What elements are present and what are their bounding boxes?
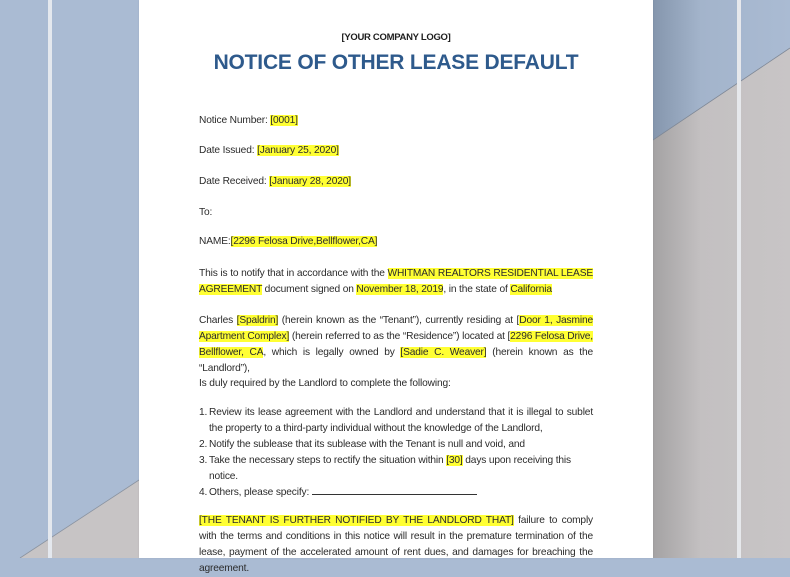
- requirement-intro: Is duly required by the Landlord to complete the following:: [199, 378, 451, 389]
- list-number: 3.: [199, 455, 208, 466]
- document-page: [139, 0, 653, 574]
- date-issued-value: [January 25, 2020]: [257, 145, 339, 156]
- document-title: NOTICE OF OTHER LEASE DEFAULT: [213, 51, 579, 74]
- name-field: [199, 234, 377, 250]
- company-logo-placeholder: [YOUR COMPANY LOGO]: [341, 32, 451, 43]
- notice-number-value: [0001]: [270, 115, 298, 126]
- paragraph-text: , which is legally owned by: [263, 347, 401, 358]
- date-received-label: Date Received:: [199, 176, 270, 187]
- paragraph-text: This is to notify that in accordance with the: [199, 268, 388, 279]
- date-received-value: [January 28, 2020]: [269, 176, 351, 187]
- signed-date-highlight: November 18, 2019: [356, 284, 444, 295]
- name-value: [2296 Felosa Drive,Bellflower,CA]: [230, 236, 378, 247]
- landlord-name-highlight: [Sadie C. Weaver]: [400, 347, 487, 358]
- date-issued-label: Date Issued:: [199, 145, 258, 156]
- agreement-paragraph: [199, 266, 593, 298]
- list-text: Others, please specify:: [209, 487, 312, 498]
- address-highlight: 2296 Felosa Drive, Bellflower, CA: [199, 331, 593, 358]
- further-notice-highlight: [THE TENANT IS FURTHER NOTIFIED BY THE LANDLORD THAT]: [199, 515, 514, 526]
- list-item: [199, 485, 593, 501]
- list-item: [199, 405, 593, 437]
- tenant-paragraph: [199, 313, 593, 377]
- to-label: To:: [199, 207, 213, 218]
- paragraph-text: (herein referred to as the “Residence”) located at [: [289, 331, 511, 342]
- list-text: Review its lease agreement with the Landlord and understand that it is illegal to sublet the property to a third-party individual without the knowledge of the Landlord,: [209, 407, 593, 434]
- requirements-list: [199, 405, 593, 501]
- list-text: days upon receiving this notice.: [209, 455, 571, 482]
- list-item: [199, 437, 593, 453]
- date-received-field: [199, 174, 351, 190]
- specify-blank-line: [312, 485, 477, 495]
- name-label: NAME:: [199, 236, 231, 247]
- date-issued-field: [199, 143, 339, 159]
- list-text: Notify the sublease that its sublease with the Tenant is null and void, and: [209, 439, 525, 450]
- days-highlight: [30]: [446, 455, 463, 466]
- residence-highlight: Door 1, Jasmine Apartment Complex]: [199, 315, 593, 342]
- agreement-name-highlight: WHITMAN REALTORS RESIDENTIAL LEASE AGREEMENT: [199, 268, 593, 295]
- list-number: 4.: [199, 487, 208, 498]
- paragraph-text: (herein known as the “Landlord”),: [199, 347, 593, 374]
- notice-number-label: Notice Number:: [199, 115, 271, 126]
- list-number: 1.: [199, 407, 208, 418]
- list-text: Take the necessary steps to rectify the situation within: [209, 455, 447, 466]
- list-item: [199, 453, 593, 485]
- paragraph-text: Charles: [199, 315, 237, 326]
- paragraph-text: (herein known as the “Tenant”), currently residing at [: [278, 315, 520, 326]
- paragraph-text: failure to comply with the terms and conditions in this notice will result in the premature termination of the lease, payment of the accelerated amount of rent dues, and damages for breaching the agreement.: [199, 515, 593, 574]
- paragraph-text: , in the state of: [443, 284, 511, 295]
- further-notice-paragraph: [199, 513, 593, 577]
- paragraph-text: document signed on: [262, 284, 357, 295]
- notice-number-field: [199, 113, 298, 129]
- tenant-name-highlight: [Spaldrin]: [236, 315, 279, 326]
- state-highlight: California: [510, 284, 552, 295]
- list-number: 2.: [199, 439, 208, 450]
